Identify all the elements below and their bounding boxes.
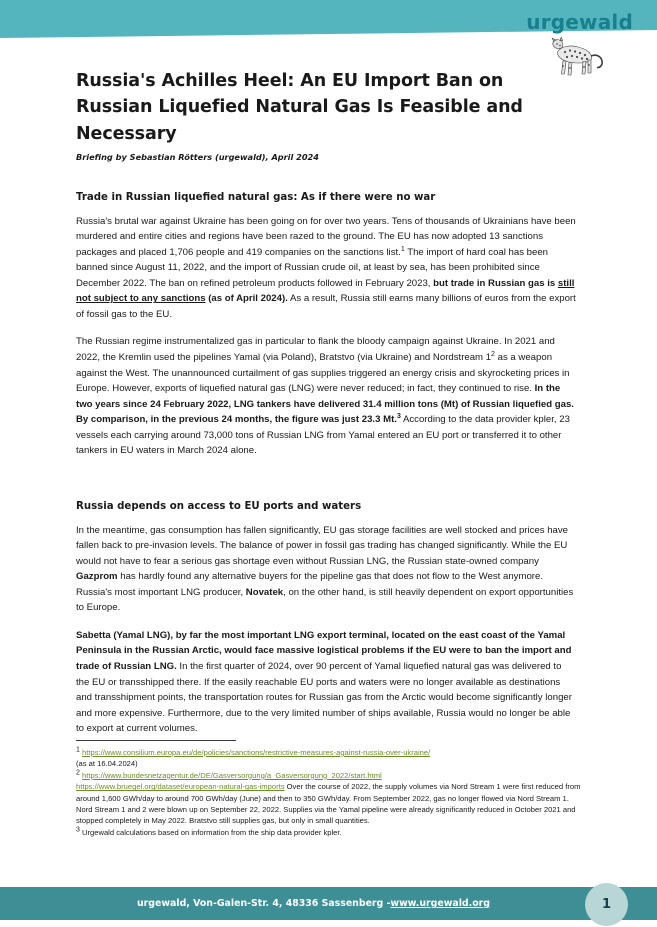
footnote-marker: 2	[491, 350, 495, 358]
emphasis-text: Sabetta (Yamal LNG), by far the most important LNG export terminal, located on the east coast of the Yamal Peninsula in the Russian Arctic, would face massive logistical problems if the EU were to ban the import and trade of Russian LNG.	[76, 629, 572, 672]
footnote-link[interactable]: https://www.bruegel.org/dataset/european-natural-gas-imports	[76, 782, 285, 792]
footnote-entry	[76, 781, 586, 827]
footnote-link[interactable]: https://www.consilium.europa.eu/de/policies/sanctions/restrictive-measures-against-russia-over-ukraine/	[82, 748, 431, 757]
footnote-marker: 3	[76, 826, 80, 834]
text-run: , on the other hand, is still heavily dependent on export opportunities to Europe.	[76, 586, 574, 614]
emphasis-text: In the two years since 24 February 2022, LNG tankers have delivered 31.4 million tons (Mt) of Russian liquefied gas. By comparison, in the previous 24 months, the figure was just 23.3 Mt.	[76, 383, 574, 426]
footnote-link[interactable]: https://www.bundesnetzagentur.de/DE/Gasversorgung/a_Gasversorgung_2022/start.html	[82, 770, 382, 780]
emphasis-text: but trade in Russian gas is	[433, 277, 558, 289]
text-run: The Russian regime instrumentalized gas in particular to flank the bloody campaign against Ukraine. In 2021 and 2022, the Kremlin used the pipelines Yamal (via Poland), Bratstvo (via Ukraine) and Nordstream 1	[76, 336, 555, 363]
section-heading: Trade in Russian liquefied natural gas: As if there were no war	[76, 191, 436, 203]
footnote-marker: 3	[396, 412, 401, 420]
logo-wordmark: urgewald	[526, 10, 633, 34]
emphasis-text: (as of April 2024).	[205, 293, 288, 305]
text-run: In the first quarter of 2024, over 90 percent of Yamal liquefied natural gas was delivered to the EU or transshipped there. If the easily reachable EU ports and waters were no longer available as destinations and transshipment points, the transportation routes for Russian gas from the Arctic would become significantly longer and more expensive. Furthermore, due to the very limited number of ships available, Russia would no longer be able to export at current volumes.	[76, 660, 572, 735]
text-run: Over the course of 2022, the supply volumes via Nord Stream 1 were first reduced from around 1,600 GWh/day to around 700 GWh/day (June) and then to 350 GWh/day. From September 2022, gas no longer flowed via Nord Stream 1. Nord Stream 1 and 2 were blown up on September 22, 2022. Supplies via the Yamal pipeline were already significantly reduced in October 2021 and stopped completely in May 2022. Bratstvo still supplies gas, but only in small quantities.	[76, 782, 581, 826]
footnote-entry	[76, 747, 586, 758]
body-paragraph	[76, 334, 576, 458]
footnote-separator	[76, 740, 236, 741]
document-byline: Briefing by Sebastian Rötters (urgewald), April 2024	[76, 151, 319, 162]
text-run: According to the data provider kpler, 23 vessels each carrying around 73,000 tons of Russian LNG from Yamal entered an EU port or transferred it to other tankers in EU waters in March 2024 alone.	[76, 414, 570, 457]
emphasis-underlined-text: still not subject to any sanctions	[76, 277, 575, 305]
text-run: (as at 16.04.2024)	[76, 759, 138, 769]
document-body	[76, 68, 576, 737]
sections-container	[76, 192, 576, 737]
footnote-marker: 1	[76, 746, 80, 754]
page-footer	[0, 887, 657, 920]
text-run: The import of hard coal has been banned since August 11, 2022, and the import of Russian crude oil, at least by sea, has been prohibited since December 2022. The ban on refined petroleum products followed in February 2023,	[76, 246, 549, 289]
footnotes-list	[76, 747, 586, 838]
body-paragraph	[76, 214, 576, 323]
footnote-entry	[76, 770, 586, 781]
footer-address-text: urgewald, Von-Galen-Str. 4, 48336 Sassenberg -	[137, 898, 391, 909]
emphasis-text: Gazprom	[76, 571, 118, 583]
footer-website-link[interactable]: www.urgewald.org	[390, 898, 490, 909]
footnote-marker: 2	[76, 769, 80, 777]
footnote-marker: 1	[400, 245, 405, 253]
footnotes-block	[76, 740, 586, 838]
text-run: as a weapon against the West. The unannounced curtailment of gas supplies triggered an energy crisis and skyrocketing prices in Europe. However, exports of liquefied natural gas (LNG) were never reduced; in fact, they continued to rise.	[76, 352, 570, 395]
text-run: In the meantime, gas consumption has fallen significantly, EU gas storage facilities are well stocked and prices have fallen back to pre-invasion levels. The balance of power in fossil gas trading has changed significantly. While the EU would not have to fear a serious gas shortage even without Russian LNG, the Russian state-owned company	[76, 524, 569, 567]
emphasis-text: Novatek	[245, 586, 284, 598]
footnote-entry	[76, 758, 586, 769]
body-paragraph	[76, 628, 576, 737]
text-run: has hardly found any alternative buyers for the pipeline gas that does not flow to the West anymore. Russia's most important LNG producer,	[76, 571, 543, 598]
text-run: As a result, Russia still earns many billions of euros from the export of fossil gas to the EU.	[76, 293, 576, 320]
section-heading: Russia depends on access to EU ports and waters	[76, 500, 362, 512]
text-run: Urgewald calculations based on information from the ship data provider kpler.	[79, 827, 342, 837]
text-run: Russia's brutal war against Ukraine has been going on for over two years. Tens of thousands of Ukrainians have been murdered and entire cities and regions have been razed to the ground. The EU has now adopted 13 sanctions packages and placed 1,706 people and 419 companies on the sanctions list.	[76, 215, 576, 258]
body-paragraph	[76, 523, 576, 616]
page-number-badge: 1	[585, 883, 628, 926]
page-title: Russia's Achilles Heel: An EU Import Ban on Russian Liquefied Natural Gas Is Feasible and Necessary	[76, 71, 523, 144]
footer-address	[0, 887, 657, 920]
footnote-entry	[76, 827, 586, 838]
